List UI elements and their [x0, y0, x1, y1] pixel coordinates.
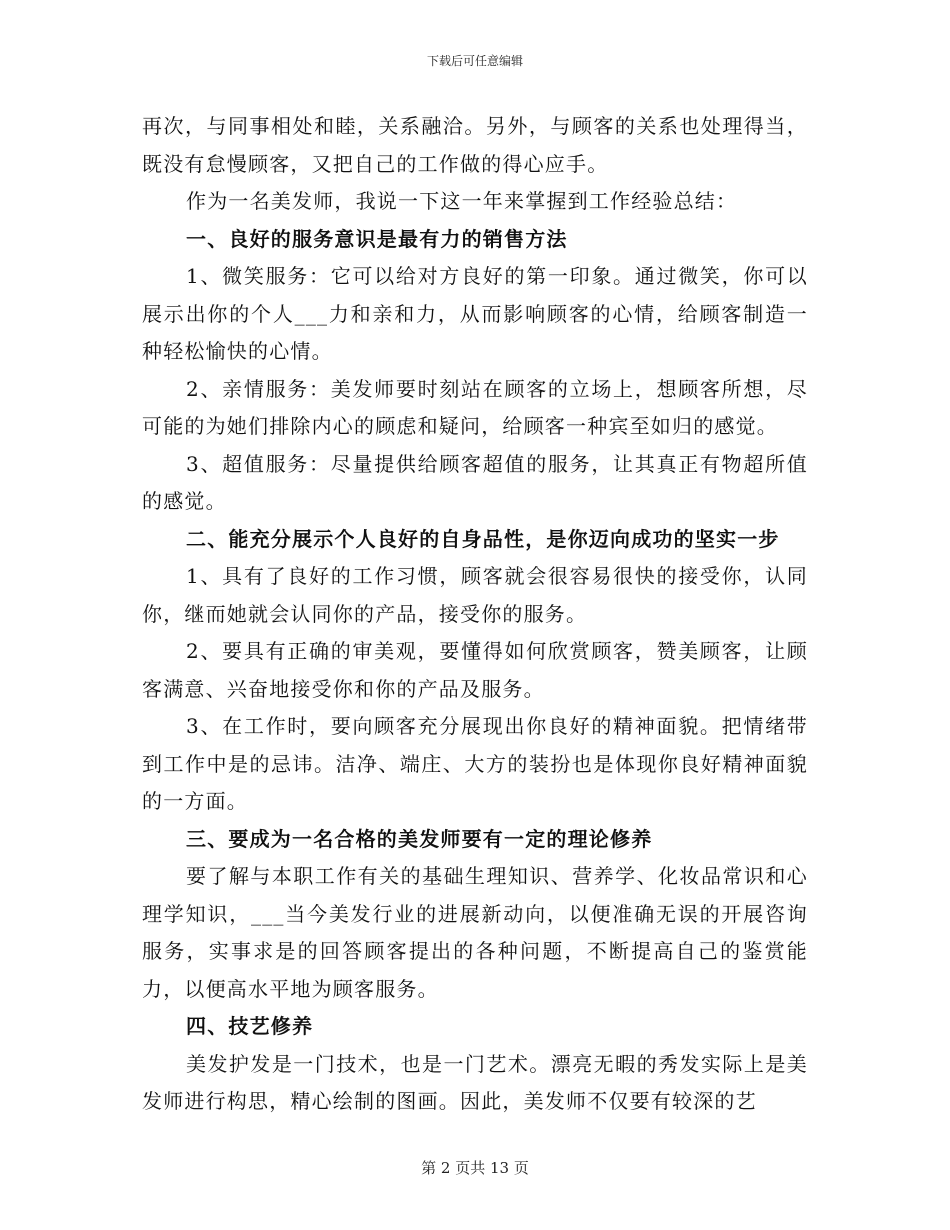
paragraph: 1、微笑服务：它可以给对方良好的第一印象。通过微笑，你可以展示出你的个人___力和亲和力，从而影响顾客的心情，给顾客制造一种轻松愉快的心情。 [142, 264, 808, 363]
paragraph: 美发护发是一门技术，也是一门艺术。漂亮无暇的秀发实际上是美发师进行构思，精心绘制的图画。因此，美发师不仅要有较深的艺 [142, 1051, 808, 1113]
paragraph: 作为一名美发师，我说一下这一年来掌握到工作经验总结： [186, 189, 738, 213]
page-header: 下载后可任意编辑 [426, 54, 523, 68]
document-body [142, 108, 808, 1121]
paragraph: 3、在工作时，要向顾客充分展现出你良好的精神面貌。把情绪带到工作中是的忌讳。洁净、端庄、大方的装扮也是体现你良好精神面貌的一方面。 [142, 714, 808, 813]
paragraph: 要了解与本职工作有关的基础生理知识、营养学、化妆品常识和心理学知识，___当今美发行业的进展新动向，以便准确无误的开展咨询服务，实事求是的回答顾客提出的各种问题，不断提高自己的鉴赏能力，以便高水平地为顾客服务。 [142, 864, 808, 1001]
paragraph: 3、超值服务：尽量提供给顾客超值的服务，让其真正有物超所值的感觉。 [142, 451, 808, 513]
paragraph: 1、具有了良好的工作习惯，顾客就会很容易很快的接受你，认同你，继而她就会认同你的产品，接受你的服务。 [142, 564, 808, 626]
section-heading: 四、技艺修养 [186, 1014, 314, 1038]
paragraph: 再次，与同事相处和睦，关系融洽。另外，与顾客的关系也处理得当，既没有怠慢顾客，又把自己的工作做的得心应手。 [142, 114, 808, 176]
section-heading: 三、要成为一名合格的美发师要有一定的理论修养 [186, 826, 653, 851]
section-heading: 二、能充分展示个人良好的自身品性，是你迈向成功的坚实一步 [186, 526, 780, 551]
paragraph: 2、要具有正确的审美观，要懂得如何欣赏顾客，赞美顾客，让顾客满意、兴奋地接受你和你的产品及服务。 [142, 639, 808, 701]
page-footer: 第 2 页共 13 页 [421, 1159, 529, 1177]
section-heading: 一、良好的服务意识是最有力的销售方法 [186, 226, 568, 251]
paragraph: 2、亲情服务：美发师要时刻站在顾客的立场上，想顾客所想，尽可能的为她们排除内心的顾虑和疑问，给顾客一种宾至如归的感觉。 [142, 376, 808, 438]
